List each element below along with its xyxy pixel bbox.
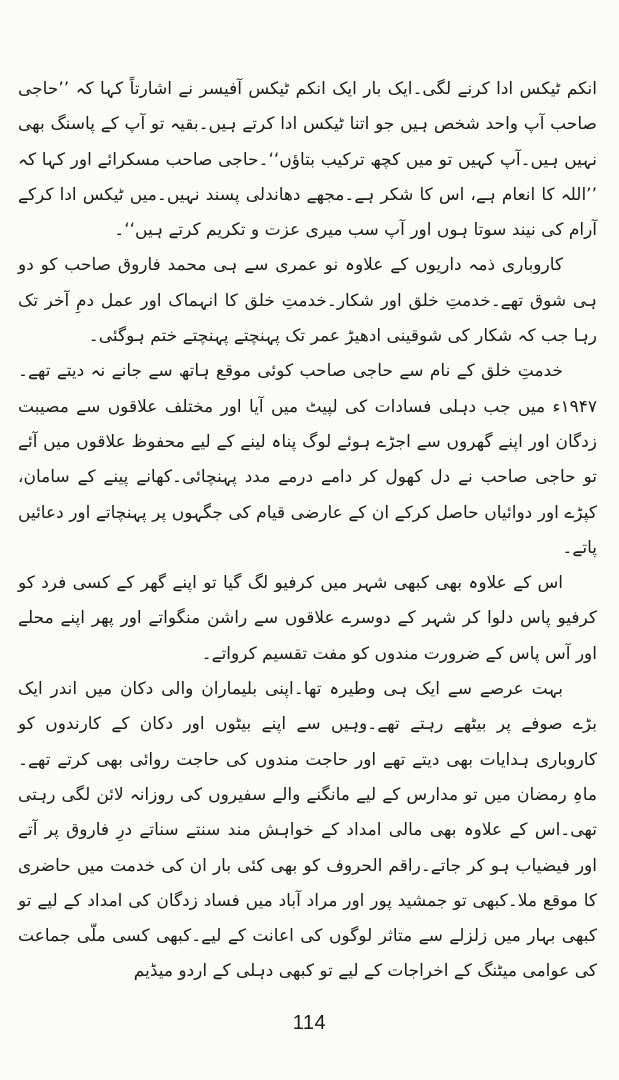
page-number: 114 (292, 1012, 327, 1034)
paragraph-shop-routine: بہت عرصے سے ایک ہی وطیرہ تھا۔اپنی بلیماران والی دکان میں اندر ایک بڑے صوفے پر بیٹھے رہتے تھے۔وہیں سے اپنے بیٹوں اور دکان کے کارندوں کو کاروباری ہدایات بھی دیتے تھے اور حاجت مندوں کی حاجت روائی بھی کرتے تھے۔ماہِ رمضان میں تو مدارس کے لیے مانگنے والے سفیروں کی روزانہ لائن لگی رہتی تھی۔اس کے علاوہ بھی مالی امداد کے خواہش مند سنتے سناتے درِ فاروق پر آتے اور فیضیاب ہو کر جاتے۔راقم الحروف کو بھی کئی بار ان کی خدمت میں حاضری کا موقع ملا۔کبھی تو جمشید پور اور مراد آباد میں فساد زدگان کی امداد کے لیے تو کبھی بہار میں زلزلے سے متاثر لوگوں کی اعانت کے لیے۔کبھی کسی ملّی جماعت کی عوامی میٹنگ کے اخراجات کے لیے تو کبھی دہلی کے اردو میڈیم (18, 679, 597, 982)
paragraph-hobbies: کاروباری ذمہ داریوں کے علاوہ نو عمری سے ہی محمد فاروق صاحب کو دو ہی شوق تھے۔خدمتِ خلق اور شکار۔خدمتِ خلق کا انہماک اور عمل دمِ آخر تک رہا جب کہ شکار کی شوقینی ادھیڑ عمر تک پہنچتے پہنچتے ختم ہوگئی۔ (18, 255, 597, 347)
paragraph-income-tax: انکم ٹیکس ادا کرنے لگی۔ایک بار ایک انکم ٹیکس آفیسر نے اشارتاً کہا کہ ’’حاجی صاحب آپ واحد شخص ہیں جو اتنا ٹیکس ادا کرتے ہیں۔بقیہ تو آپ کے پاسنگ بھی نہیں ہیں۔آپ کہیں تو میں کچھ ترکیب بتاؤں‘‘۔حاجی صاحب مسکرائے اور کہا کہ ’’اللہ کا انعام ہے، اس کا شکر ہے۔مجھے دھاندلی پسند نہیں۔میں ٹیکس ادا کرکے آرام کی نیند سوتا ہوں اور آپ سب میری عزت و تکریم کرتے ہیں‘‘۔ (18, 79, 597, 241)
urdu-text-body (18, 72, 597, 990)
paragraph-1947-riots: خدمتِ خلق کے نام سے حاجی صاحب کوئی موقع ہاتھ سے جانے نہ دیتے تھے۔۱۹۴۷ء میں جب دہلی فسادات کی لپیٹ میں آیا اور مختلف علاقوں سے مصیبت زدگان اور اپنے گھروں سے اجڑے ہوئے لوگ پناہ لینے کے لیے محفوظ علاقوں میں آئے تو حاجی صاحب نے دل کھول کر دامے درمے مدد پہنچائی۔کھانے پینے کے سامان، کپڑے اور دوائیاں حاصل کرکے ان کے عارضی قیام کی جگہوں پر پہنچاتے اور دعائیں پاتے۔ (18, 361, 597, 558)
paragraph-curfew: اس کے علاوہ بھی کبھی شہر میں کرفیو لگ گیا تو اپنے گھر کے کسی فرد کو کرفیو پاس دلوا کر شہر کے دوسرے علاقوں سے راشن منگواتے اور پھر اپنے محلے اور آس پاس کے ضرورت مندوں کو مفت تقسیم کرواتے۔ (18, 573, 597, 664)
